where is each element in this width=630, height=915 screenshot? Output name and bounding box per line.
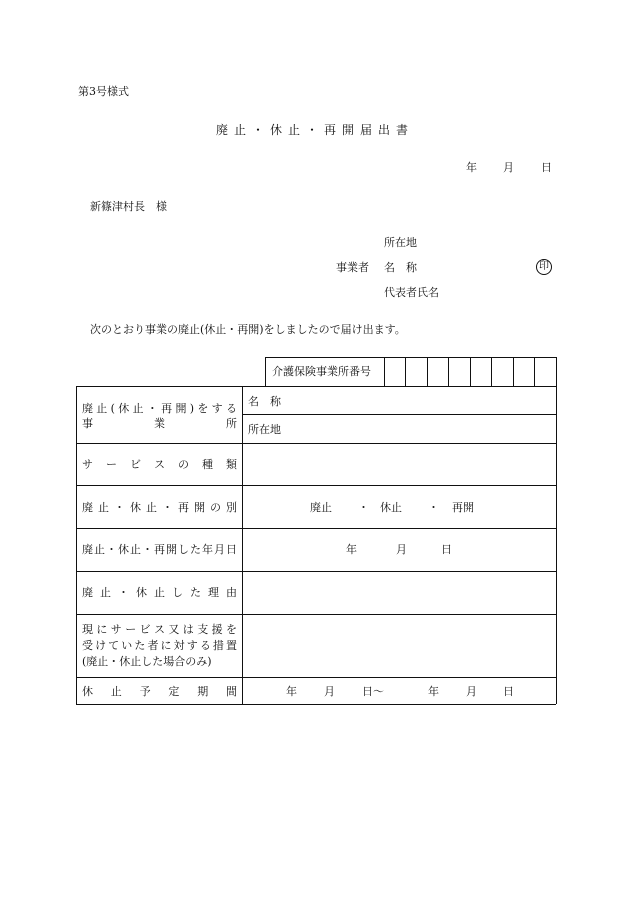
- service-type-label: サービスの種類: [82, 458, 237, 471]
- period-to-month: 月: [466, 685, 477, 698]
- applicant-business-label: 事業者: [336, 261, 369, 274]
- option-abolish: 廃止: [310, 501, 332, 514]
- form-number: 第3号様式: [78, 85, 129, 98]
- facility-name-label: 名 称: [248, 395, 281, 408]
- date-row-label: 廃止・休止・再開した年月日: [82, 543, 237, 556]
- measures-label-line1: 現にサービス又は支援を: [82, 623, 237, 636]
- date-day-label: 日: [541, 161, 552, 174]
- statement: 次のとおり事業の廃止(休止・再開)をしましたので届け出ます。: [90, 323, 406, 336]
- measures-label-line2: 受けていた者に対する措置: [82, 639, 237, 652]
- period-from-year: 年: [286, 685, 297, 698]
- reason-label: 廃止・休止した理由: [82, 586, 237, 599]
- period-to-day: 日: [503, 685, 514, 698]
- option-suspend: 休止: [380, 501, 402, 514]
- option-dot-2: ・: [428, 501, 439, 514]
- option-resume: 再開: [452, 501, 474, 514]
- applicant-representative-label: 代表者氏名: [384, 286, 439, 299]
- seal-mark: 印: [536, 259, 552, 275]
- period-label: 休止予定期間: [82, 685, 237, 698]
- option-dot-1: ・: [358, 501, 369, 514]
- facility-location-label: 所在地: [248, 423, 281, 436]
- date-year-label: 年: [466, 161, 477, 174]
- facility-label-line1: 廃止(休止・再開)をする: [82, 402, 237, 415]
- date-row-month: 月: [396, 543, 407, 556]
- applicant-name-label: 名 称: [384, 261, 417, 274]
- period-to-year: 年: [428, 685, 439, 698]
- care-number-label: 介護保険事業所番号: [272, 365, 371, 378]
- measures-label-line3: (廃止・休止した場合のみ): [82, 655, 212, 668]
- date-row-year: 年: [346, 543, 357, 556]
- date-month-label: 月: [503, 161, 514, 174]
- facility-label-line2: 事業所: [82, 417, 237, 430]
- document-title: 廃止・休止・再開届出書: [215, 123, 414, 137]
- category-label: 廃止・休止・再開の別: [82, 501, 237, 514]
- period-from-day: 日～: [362, 685, 384, 698]
- applicant-location-label: 所在地: [384, 236, 417, 249]
- date-row-day: 日: [441, 543, 452, 556]
- period-from-month: 月: [324, 685, 335, 698]
- addressee: 新篠津村長 様: [90, 200, 167, 213]
